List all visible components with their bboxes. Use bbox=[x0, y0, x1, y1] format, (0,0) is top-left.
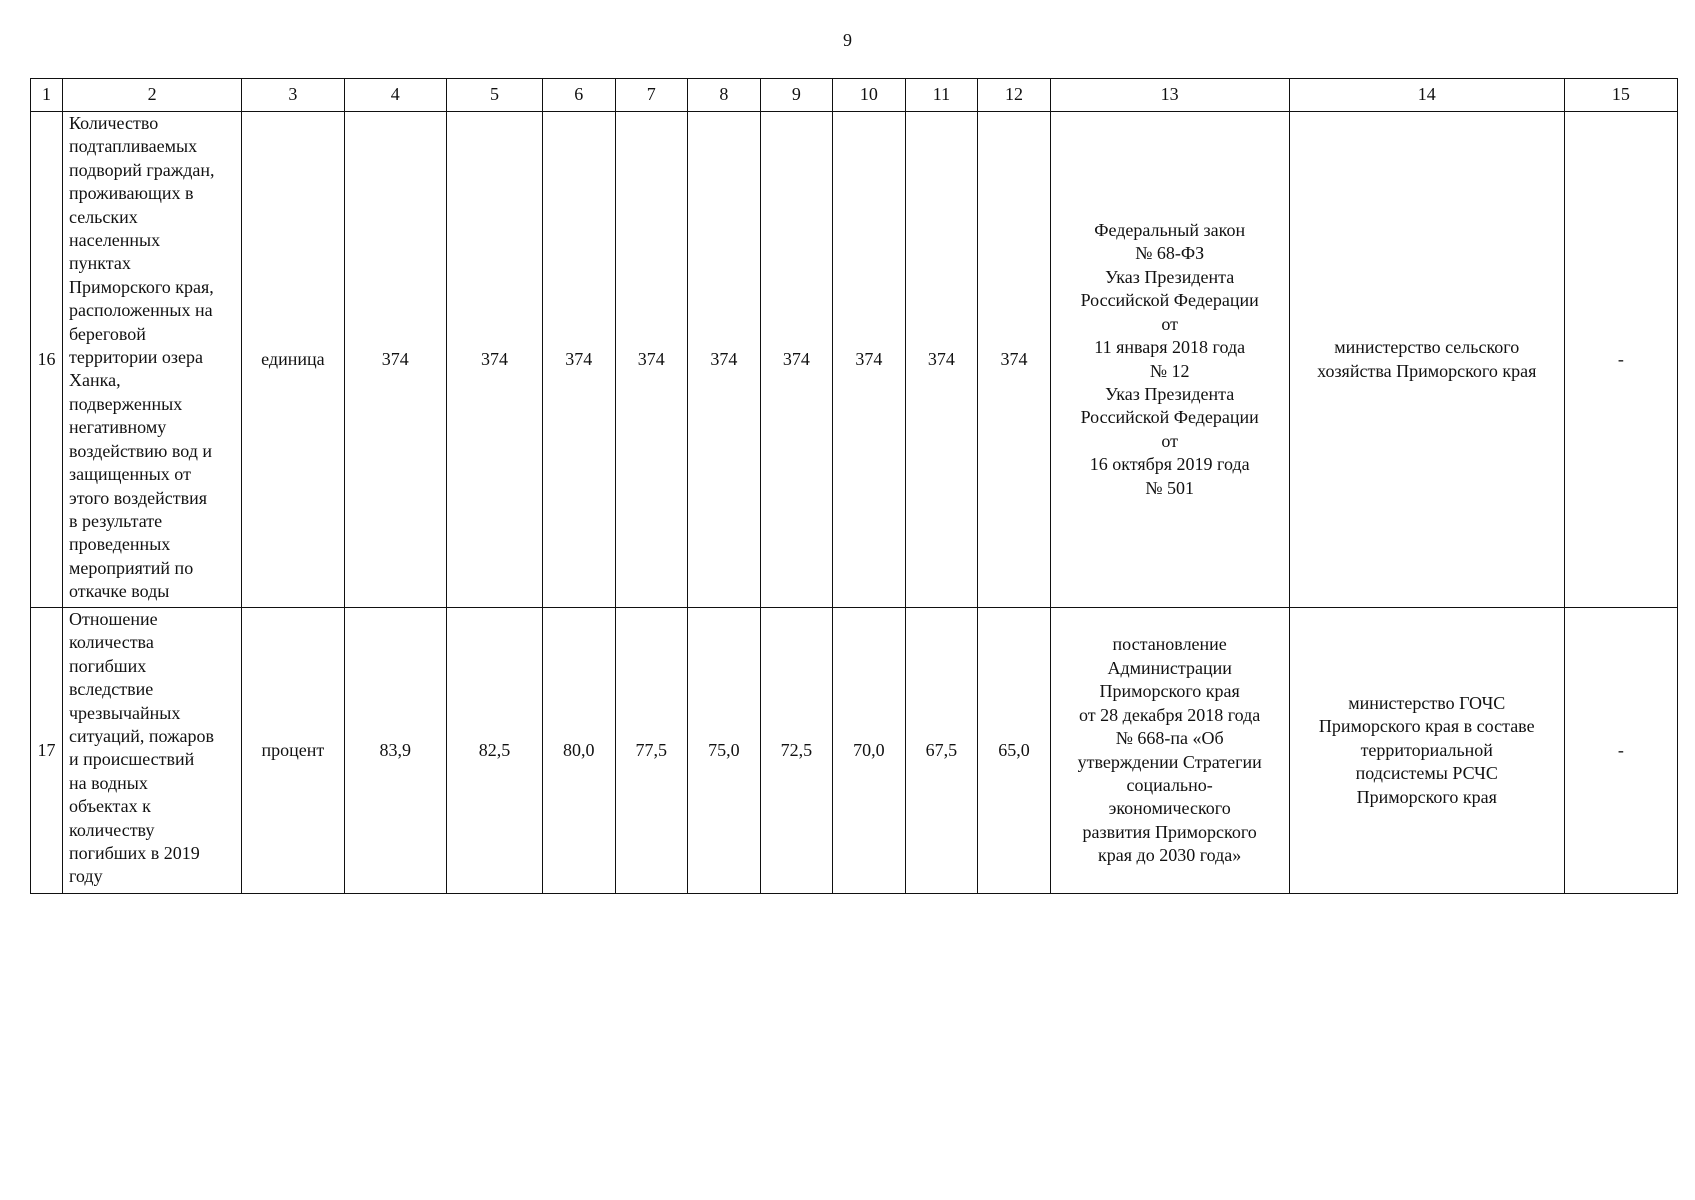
indicator-name: Количество подтапливаемых подворий граждан, проживающих в сельских населенных пунктах Приморского края, расположенных на береговой территории озера Ханка, подверженных негативному воздействию вод и защищенных от этого воздействия в результате проведенных мероприятий по откачке воды bbox=[63, 112, 242, 608]
value-cell: 70,0 bbox=[833, 608, 906, 894]
column-number: 6 bbox=[542, 79, 615, 112]
column-number: 14 bbox=[1289, 79, 1564, 112]
column-number: 3 bbox=[242, 79, 344, 112]
unit-cell: процент bbox=[242, 608, 344, 894]
column-number: 12 bbox=[978, 79, 1051, 112]
unit-cell: единица bbox=[242, 112, 344, 608]
value-cell: 65,0 bbox=[978, 608, 1051, 894]
page-number: 9 bbox=[843, 30, 852, 50]
value-cell: 80,0 bbox=[542, 608, 615, 894]
value-cell: 374 bbox=[978, 112, 1051, 608]
value-cell: 374 bbox=[344, 112, 446, 608]
value-cell: 374 bbox=[615, 112, 688, 608]
row-number: 16 bbox=[31, 112, 63, 608]
value-cell: 374 bbox=[688, 112, 761, 608]
row-number: 17 bbox=[31, 608, 63, 894]
value-cell: 374 bbox=[833, 112, 906, 608]
value-cell: 77,5 bbox=[615, 608, 688, 894]
value-cell: 374 bbox=[446, 112, 542, 608]
responsible-body-cell: министерство ГОЧС Приморского края в составе территориальной подсистемы РСЧС Приморского края bbox=[1289, 608, 1564, 894]
value-cell: 75,0 bbox=[688, 608, 761, 894]
responsible-body-cell: министерство сельского хозяйства Приморского края bbox=[1289, 112, 1564, 608]
column-number: 15 bbox=[1564, 79, 1677, 112]
value-cell: 67,5 bbox=[905, 608, 978, 894]
column-number: 5 bbox=[446, 79, 542, 112]
value-cell: 72,5 bbox=[760, 608, 833, 894]
column-number: 9 bbox=[760, 79, 833, 112]
value-cell: 374 bbox=[760, 112, 833, 608]
value-cell: 82,5 bbox=[446, 608, 542, 894]
value-cell: 83,9 bbox=[344, 608, 446, 894]
column-number: 2 bbox=[63, 79, 242, 112]
table-row bbox=[31, 608, 1678, 894]
legal-basis-cell: Федеральный закон № 68-ФЗ Указ Президента Российской Федерации от 11 января 2018 года № 12 Указ Президента Российской Федерации от 16 октября 2019 года № 501 bbox=[1050, 112, 1289, 608]
indicators-table bbox=[30, 78, 1678, 894]
column-number: 1 bbox=[31, 79, 63, 112]
indicator-name: Отношение количества погибших вследствие чрезвычайных ситуаций, пожаров и происшествий на водных объектах к количеству погибших в 2019 году bbox=[63, 608, 242, 894]
note-cell: - bbox=[1564, 112, 1677, 608]
column-number-row bbox=[31, 79, 1678, 112]
column-number: 7 bbox=[615, 79, 688, 112]
value-cell: 374 bbox=[905, 112, 978, 608]
column-number: 13 bbox=[1050, 79, 1289, 112]
legal-basis-cell: постановление Администрации Приморского края от 28 декабря 2018 года № 668-па «Об утверждении Стратегии социально- экономического развития Приморского края до 2030 года» bbox=[1050, 608, 1289, 894]
column-number: 4 bbox=[344, 79, 446, 112]
column-number: 10 bbox=[833, 79, 906, 112]
value-cell: 374 bbox=[542, 112, 615, 608]
column-number: 8 bbox=[688, 79, 761, 112]
table-row bbox=[31, 112, 1678, 608]
column-number: 11 bbox=[905, 79, 978, 112]
note-cell: - bbox=[1564, 608, 1677, 894]
